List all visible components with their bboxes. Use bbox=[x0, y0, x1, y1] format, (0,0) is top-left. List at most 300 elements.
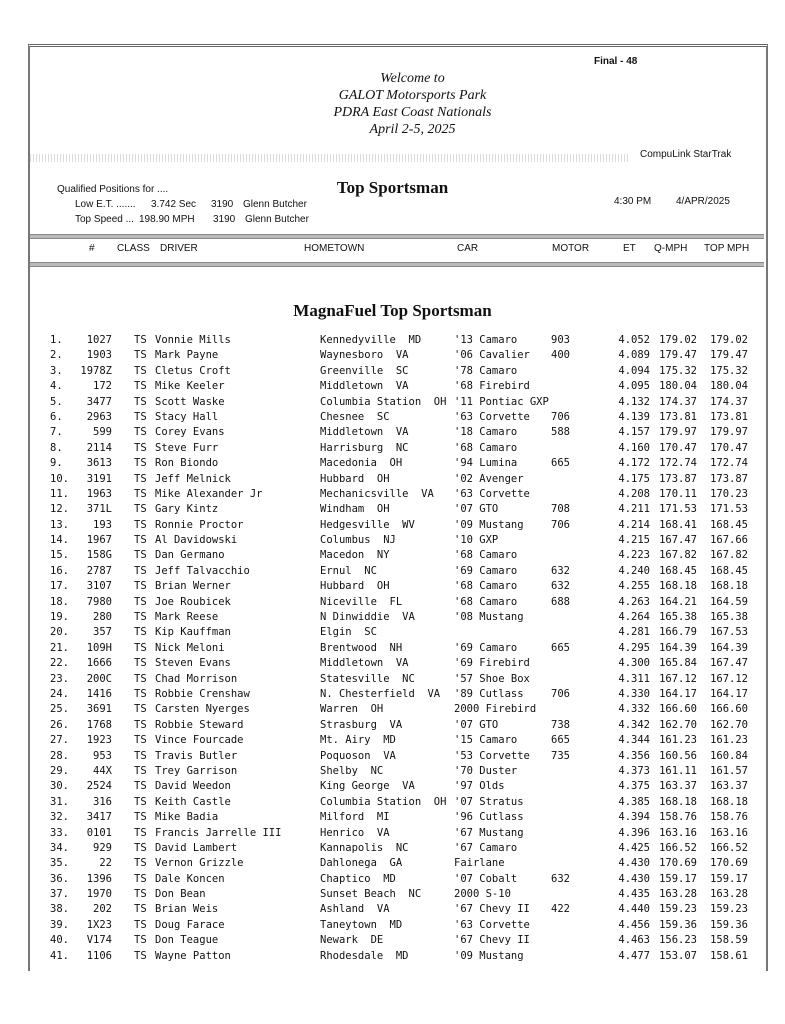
cell-et: 4.456 bbox=[618, 918, 650, 931]
cell-car: '10 GXP bbox=[454, 534, 499, 547]
cell-et: 4.311 bbox=[618, 672, 650, 685]
cell-class: TS bbox=[134, 457, 147, 470]
cell-top-mph: 158.76 bbox=[710, 811, 748, 824]
cell-et: 4.430 bbox=[618, 872, 650, 885]
table-row bbox=[0, 411, 785, 426]
cell-q-mph: 166.60 bbox=[659, 703, 697, 716]
low-et-driver: Glenn Butcher bbox=[243, 199, 307, 210]
cell-car: Fairlane bbox=[454, 857, 505, 870]
cell-car: '02 Avenger bbox=[454, 472, 524, 485]
table-row bbox=[0, 565, 785, 580]
cell-car-number: 1027 bbox=[86, 334, 112, 346]
cell-et: 4.396 bbox=[618, 826, 650, 839]
cell-car: '07 Cobalt bbox=[454, 872, 518, 885]
cell-car: '68 Camaro bbox=[454, 441, 518, 454]
cell-position: 34. bbox=[50, 841, 69, 854]
cell-driver: Dale Koncen bbox=[155, 872, 225, 885]
cell-motor: 735 bbox=[551, 749, 570, 762]
cell-car-number: 109H bbox=[86, 641, 112, 654]
table-row bbox=[0, 673, 785, 688]
event-welcome bbox=[0, 70, 785, 138]
cell-position: 30. bbox=[50, 780, 69, 793]
cell-q-mph: 171.53 bbox=[659, 503, 697, 516]
cell-driver: Joe Roubicek bbox=[155, 595, 231, 608]
cell-q-mph: 165.84 bbox=[659, 657, 697, 670]
cell-driver: Vonnie Mills bbox=[155, 334, 231, 346]
cell-hometown: Harrisburg NC bbox=[320, 441, 409, 454]
cell-car: '09 Mustang bbox=[454, 949, 524, 962]
cell-car-number: 193 bbox=[93, 518, 112, 531]
table-row bbox=[0, 703, 785, 718]
cell-top-mph: 163.37 bbox=[710, 780, 748, 793]
table-row bbox=[0, 642, 785, 657]
cell-hometown: Poquoson VA bbox=[320, 749, 396, 762]
table-row bbox=[0, 473, 785, 488]
cell-et: 4.330 bbox=[618, 687, 650, 700]
cell-et: 4.425 bbox=[618, 841, 650, 854]
cell-q-mph: 158.76 bbox=[659, 811, 697, 824]
cell-motor: 632 bbox=[551, 872, 570, 885]
cell-q-mph: 164.39 bbox=[659, 641, 697, 654]
cell-top-mph: 167.82 bbox=[710, 549, 748, 562]
cell-position: 17. bbox=[50, 580, 69, 593]
table-row bbox=[0, 596, 785, 611]
cell-car-number: 1923 bbox=[86, 734, 112, 747]
cell-car: '68 Camaro bbox=[454, 595, 518, 608]
cell-hometown: Sunset Beach NC bbox=[320, 888, 422, 901]
cell-driver: Francis Jarrelle III bbox=[155, 826, 282, 839]
cell-driver: Don Bean bbox=[155, 888, 206, 901]
cell-et: 4.440 bbox=[618, 903, 650, 916]
cell-car: '57 Shoe Box bbox=[454, 672, 530, 685]
table-row bbox=[0, 734, 785, 749]
cell-q-mph: 179.97 bbox=[659, 426, 697, 439]
cell-q-mph: 179.47 bbox=[659, 349, 697, 362]
cell-top-mph: 173.81 bbox=[710, 410, 748, 423]
cell-car-number: 1X23 bbox=[86, 918, 112, 931]
cell-position: 1. bbox=[50, 334, 63, 346]
cell-car-number: 202 bbox=[93, 903, 112, 916]
cell-car-number: 2114 bbox=[86, 441, 112, 454]
cell-driver: Kip Kauffman bbox=[155, 626, 231, 639]
cell-driver: Scott Waske bbox=[155, 395, 225, 408]
cell-class: TS bbox=[134, 949, 147, 962]
cell-motor: 665 bbox=[551, 641, 570, 654]
top-speed-line bbox=[57, 212, 309, 227]
cell-car: '96 Cutlass bbox=[454, 811, 524, 824]
cell-top-mph: 158.59 bbox=[710, 934, 748, 947]
cell-et: 4.215 bbox=[618, 534, 650, 547]
cell-et: 4.300 bbox=[618, 657, 650, 670]
cell-q-mph: 163.37 bbox=[659, 780, 697, 793]
cell-hometown: Brentwood NH bbox=[320, 641, 403, 654]
col-header-topmph: TOP MPH bbox=[704, 243, 750, 254]
table-row bbox=[0, 457, 785, 472]
cell-car: '08 Mustang bbox=[454, 611, 524, 624]
cell-motor: 632 bbox=[551, 580, 570, 593]
cell-position: 33. bbox=[50, 826, 69, 839]
cell-position: 20. bbox=[50, 626, 69, 639]
cell-top-mph: 166.52 bbox=[710, 841, 748, 854]
cell-et: 4.375 bbox=[618, 780, 650, 793]
cell-class: TS bbox=[134, 918, 147, 931]
table-row bbox=[0, 796, 785, 811]
cell-hometown: Newark DE bbox=[320, 934, 384, 947]
cell-car: 2000 Firebird bbox=[454, 703, 537, 716]
table-row bbox=[0, 519, 785, 534]
cell-hometown: Dahlonega GA bbox=[320, 857, 403, 870]
cell-driver: Travis Butler bbox=[155, 749, 238, 762]
col-header-hometown: HOMETOWN bbox=[304, 243, 365, 254]
table-row bbox=[0, 657, 785, 672]
cell-car-number: 3613 bbox=[86, 457, 112, 470]
cell-position: 2. bbox=[50, 349, 63, 362]
cell-driver: Mike Keeler bbox=[155, 380, 225, 393]
cell-et: 4.175 bbox=[618, 472, 650, 485]
cell-position: 10. bbox=[50, 472, 69, 485]
cell-class: TS bbox=[134, 795, 147, 808]
cell-car: '07 GTO bbox=[454, 718, 499, 731]
header-top-rule bbox=[30, 234, 764, 239]
cell-car-number: 3477 bbox=[86, 395, 112, 408]
cell-driver: Mark Reese bbox=[155, 611, 219, 624]
cell-car: '69 Firebird bbox=[454, 657, 530, 670]
cell-top-mph: 168.18 bbox=[710, 795, 748, 808]
cell-driver: Doug Farace bbox=[155, 918, 225, 931]
cell-class: TS bbox=[134, 441, 147, 454]
cell-position: 19. bbox=[50, 611, 69, 624]
cell-hometown: Henrico VA bbox=[320, 826, 390, 839]
cell-et: 4.394 bbox=[618, 811, 650, 824]
cell-motor: 422 bbox=[551, 903, 570, 916]
cell-q-mph: 161.11 bbox=[659, 764, 697, 777]
cell-hometown: Milford MI bbox=[320, 811, 390, 824]
report-time: 4:30 PM bbox=[614, 196, 652, 207]
col-header-car: CAR bbox=[457, 243, 479, 254]
cell-car: '63 Corvette bbox=[454, 918, 530, 931]
cell-q-mph: 173.81 bbox=[659, 410, 697, 423]
cell-car: '68 Camaro bbox=[454, 549, 518, 562]
cell-car: '07 GTO bbox=[454, 503, 499, 516]
cell-et: 4.139 bbox=[618, 410, 650, 423]
cell-hometown: Mt. Airy MD bbox=[320, 734, 396, 747]
cell-top-mph: 159.36 bbox=[710, 918, 748, 931]
cell-motor: 706 bbox=[551, 687, 570, 700]
cell-et: 4.281 bbox=[618, 626, 650, 639]
table-row bbox=[0, 426, 785, 441]
cell-hometown: Strasburg VA bbox=[320, 718, 403, 731]
cell-et: 4.095 bbox=[618, 380, 650, 393]
cell-driver: Al Davidowski bbox=[155, 534, 238, 547]
cell-position: 29. bbox=[50, 764, 69, 777]
cell-position: 22. bbox=[50, 657, 69, 670]
cell-car-number: 3691 bbox=[86, 703, 112, 716]
table-row bbox=[0, 365, 785, 380]
cell-et: 4.132 bbox=[618, 395, 650, 408]
cell-class: TS bbox=[134, 826, 147, 839]
cell-car-number: 0101 bbox=[86, 826, 112, 839]
cell-driver: Chad Morrison bbox=[155, 672, 238, 685]
cell-top-mph: 175.32 bbox=[710, 364, 748, 377]
cell-top-mph: 164.17 bbox=[710, 687, 748, 700]
cell-q-mph: 167.12 bbox=[659, 672, 697, 685]
cell-position: 16. bbox=[50, 564, 69, 577]
cell-position: 31. bbox=[50, 795, 69, 808]
cell-position: 21. bbox=[50, 641, 69, 654]
table-row bbox=[0, 626, 785, 641]
cell-car: '69 Camaro bbox=[454, 641, 518, 654]
cell-car-number: 1106 bbox=[86, 949, 112, 962]
cell-driver: Brian Werner bbox=[155, 580, 231, 593]
table-row bbox=[0, 827, 785, 842]
cell-q-mph: 161.23 bbox=[659, 734, 697, 747]
report-date: 4/APR/2025 bbox=[676, 196, 730, 207]
cell-car-number: 599 bbox=[93, 426, 112, 439]
cell-top-mph: 170.69 bbox=[710, 857, 748, 870]
cell-top-mph: 168.45 bbox=[710, 564, 748, 577]
cell-class: TS bbox=[134, 426, 147, 439]
table-row bbox=[0, 549, 785, 564]
cell-car: '11 Pontiac GXP bbox=[454, 395, 549, 408]
cell-et: 4.373 bbox=[618, 764, 650, 777]
cell-position: 11. bbox=[50, 487, 69, 500]
cell-q-mph: 164.17 bbox=[659, 687, 697, 700]
cell-hometown: Chesnee SC bbox=[320, 410, 390, 423]
table-row bbox=[0, 534, 785, 549]
cell-hometown: Greenville SC bbox=[320, 364, 409, 377]
cell-et: 4.264 bbox=[618, 611, 650, 624]
welcome-line: Welcome to bbox=[380, 71, 445, 86]
cell-driver: Corey Evans bbox=[155, 426, 225, 439]
cell-class: TS bbox=[134, 334, 147, 346]
cell-top-mph: 165.38 bbox=[710, 611, 748, 624]
cell-driver: Mike Badia bbox=[155, 811, 219, 824]
cell-car-number: 357 bbox=[93, 626, 112, 639]
cell-class: TS bbox=[134, 395, 147, 408]
cell-position: 25. bbox=[50, 703, 69, 716]
low-et-line bbox=[57, 197, 309, 212]
cell-position: 37. bbox=[50, 888, 69, 901]
cell-driver: Brian Weis bbox=[155, 903, 219, 916]
cell-car-number: V174 bbox=[86, 934, 112, 947]
cell-motor: 738 bbox=[551, 718, 570, 731]
cell-car-number: 953 bbox=[93, 749, 112, 762]
cell-driver: Ron Biondo bbox=[155, 457, 219, 470]
cell-top-mph: 180.04 bbox=[710, 380, 748, 393]
cell-class: TS bbox=[134, 888, 147, 901]
top-speed-car: 3190 bbox=[213, 214, 236, 225]
cell-et: 4.344 bbox=[618, 734, 650, 747]
cell-car: '67 Chevy II bbox=[454, 934, 530, 947]
cell-car: '69 Camaro bbox=[454, 564, 518, 577]
cell-position: 41. bbox=[50, 949, 69, 962]
cell-q-mph: 174.37 bbox=[659, 395, 697, 408]
cell-et: 4.342 bbox=[618, 718, 650, 731]
cell-q-mph: 159.36 bbox=[659, 918, 697, 931]
cell-top-mph: 160.84 bbox=[710, 749, 748, 762]
table-row bbox=[0, 334, 785, 349]
cell-driver: Keith Castle bbox=[155, 795, 231, 808]
header-bottom-rule bbox=[30, 262, 764, 267]
cell-top-mph: 158.61 bbox=[710, 949, 748, 962]
col-header-driver: DRIVER bbox=[160, 243, 198, 254]
cell-motor: 708 bbox=[551, 503, 570, 516]
cell-q-mph: 168.45 bbox=[659, 564, 697, 577]
cell-hometown: Kennedyville MD bbox=[320, 334, 422, 346]
table-row bbox=[0, 903, 785, 918]
cell-class: TS bbox=[134, 626, 147, 639]
cell-top-mph: 179.47 bbox=[710, 349, 748, 362]
cell-class: TS bbox=[134, 857, 147, 870]
low-et-value: 3.742 Sec bbox=[151, 199, 197, 210]
cell-q-mph: 167.47 bbox=[659, 534, 697, 547]
cell-class: TS bbox=[134, 780, 147, 793]
top-speed-label: Top Speed ... bbox=[75, 214, 134, 225]
cell-et: 4.172 bbox=[618, 457, 650, 470]
cell-car-number: 1967 bbox=[86, 534, 112, 547]
cell-car-number: 3191 bbox=[86, 472, 112, 485]
cell-class: TS bbox=[134, 687, 147, 700]
cell-q-mph: 170.11 bbox=[659, 487, 697, 500]
cell-et: 4.263 bbox=[618, 595, 650, 608]
cell-driver: Vernon Grizzle bbox=[155, 857, 244, 870]
cell-et: 4.094 bbox=[618, 364, 650, 377]
cell-top-mph: 163.16 bbox=[710, 826, 748, 839]
low-et-label: Low E.T. ....... bbox=[75, 199, 136, 210]
cell-car: '78 Camaro bbox=[454, 364, 518, 377]
cell-car-number: 1963 bbox=[86, 487, 112, 500]
cell-hometown: Columbia Station OH bbox=[320, 795, 447, 808]
cell-car-number: 2963 bbox=[86, 410, 112, 423]
col-header-et: ET bbox=[623, 243, 636, 254]
cell-class: TS bbox=[134, 734, 147, 747]
cell-et: 4.435 bbox=[618, 888, 650, 901]
cell-car-number: 316 bbox=[93, 795, 112, 808]
cell-car-number: 158G bbox=[86, 549, 112, 562]
cell-et: 4.332 bbox=[618, 703, 650, 716]
cell-motor: 400 bbox=[551, 349, 570, 362]
table-row bbox=[0, 919, 785, 934]
cell-class: TS bbox=[134, 672, 147, 685]
cell-top-mph: 168.18 bbox=[710, 580, 748, 593]
cell-hometown: Middletown VA bbox=[320, 657, 409, 670]
cell-car: '63 Corvette bbox=[454, 487, 530, 500]
col-header-class: CLASS bbox=[117, 243, 150, 254]
cell-driver: Ronnie Proctor bbox=[155, 518, 244, 531]
table-row bbox=[0, 396, 785, 411]
cell-car-number: 1396 bbox=[86, 872, 112, 885]
cell-et: 4.240 bbox=[618, 564, 650, 577]
cell-hometown: Kannapolis NC bbox=[320, 841, 409, 854]
cell-q-mph: 160.56 bbox=[659, 749, 697, 762]
cell-q-mph: 180.04 bbox=[659, 380, 697, 393]
cell-car: '68 Firebird bbox=[454, 380, 530, 393]
cell-car-number: 3417 bbox=[86, 811, 112, 824]
cell-hometown: Hedgesville WV bbox=[320, 518, 415, 531]
event-dates: April 2-5, 2025 bbox=[369, 122, 456, 137]
cell-class: TS bbox=[134, 641, 147, 654]
cell-top-mph: 166.60 bbox=[710, 703, 748, 716]
cell-q-mph: 168.18 bbox=[659, 580, 697, 593]
cell-position: 8. bbox=[50, 441, 63, 454]
cell-position: 13. bbox=[50, 518, 69, 531]
table-row bbox=[0, 611, 785, 626]
cell-top-mph: 171.53 bbox=[710, 503, 748, 516]
cell-motor: 706 bbox=[551, 518, 570, 531]
cell-hometown: Taneytown MD bbox=[320, 918, 403, 931]
qualified-label: Qualified Positions for .... bbox=[57, 184, 169, 195]
cell-position: 5. bbox=[50, 395, 63, 408]
cell-car-number: 1666 bbox=[86, 657, 112, 670]
cell-class: TS bbox=[134, 364, 147, 377]
cell-top-mph: 162.70 bbox=[710, 718, 748, 731]
table-row bbox=[0, 888, 785, 903]
table-row bbox=[0, 750, 785, 765]
cell-et: 4.160 bbox=[618, 441, 650, 454]
cell-hometown: Macedonia OH bbox=[320, 457, 403, 470]
cell-class: TS bbox=[134, 518, 147, 531]
cell-motor: 632 bbox=[551, 564, 570, 577]
cell-driver: Carsten Nyerges bbox=[155, 703, 250, 716]
cell-q-mph: 153.07 bbox=[659, 949, 697, 962]
cell-car-number: 1768 bbox=[86, 718, 112, 731]
table-row bbox=[0, 842, 785, 857]
cell-top-mph: 161.23 bbox=[710, 734, 748, 747]
table-row bbox=[0, 503, 785, 518]
cell-car: '67 Chevy II bbox=[454, 903, 530, 916]
cell-top-mph: 164.39 bbox=[710, 641, 748, 654]
col-header-number: # bbox=[89, 243, 95, 254]
table-row bbox=[0, 765, 785, 780]
cell-et: 4.430 bbox=[618, 857, 650, 870]
cell-car: '70 Duster bbox=[454, 764, 518, 777]
cell-top-mph: 163.28 bbox=[710, 888, 748, 901]
cell-car: '89 Cutlass bbox=[454, 687, 524, 700]
cell-driver: David Weedon bbox=[155, 780, 231, 793]
table-row bbox=[0, 950, 785, 965]
cell-et: 4.255 bbox=[618, 580, 650, 593]
cell-car-number: 2787 bbox=[86, 564, 112, 577]
cell-q-mph: 173.87 bbox=[659, 472, 697, 485]
cell-q-mph: 179.02 bbox=[659, 334, 697, 346]
cell-driver: Nick Meloni bbox=[155, 641, 225, 654]
cell-car: '13 Camaro bbox=[454, 334, 518, 346]
cell-position: 26. bbox=[50, 718, 69, 731]
cell-driver: Steven Evans bbox=[155, 657, 231, 670]
low-et-car: 3190 bbox=[211, 199, 234, 210]
table-row bbox=[0, 349, 785, 364]
cell-top-mph: 167.47 bbox=[710, 657, 748, 670]
cell-car: '53 Corvette bbox=[454, 749, 530, 762]
cell-motor: 665 bbox=[551, 457, 570, 470]
cell-position: 15. bbox=[50, 549, 69, 562]
cell-q-mph: 163.16 bbox=[659, 826, 697, 839]
cell-position: 40. bbox=[50, 934, 69, 947]
cell-hometown: Waynesboro VA bbox=[320, 349, 409, 362]
cell-car-number: 200C bbox=[86, 672, 112, 685]
cell-car-number: 22 bbox=[99, 857, 112, 870]
cell-q-mph: 156.23 bbox=[659, 934, 697, 947]
cell-driver: Wayne Patton bbox=[155, 949, 231, 962]
cell-position: 3. bbox=[50, 364, 63, 377]
cell-class: TS bbox=[134, 349, 147, 362]
cell-class: TS bbox=[134, 472, 147, 485]
cell-et: 4.385 bbox=[618, 795, 650, 808]
cell-q-mph: 159.17 bbox=[659, 872, 697, 885]
table-row bbox=[0, 811, 785, 826]
cell-q-mph: 164.21 bbox=[659, 595, 697, 608]
table-row bbox=[0, 873, 785, 888]
